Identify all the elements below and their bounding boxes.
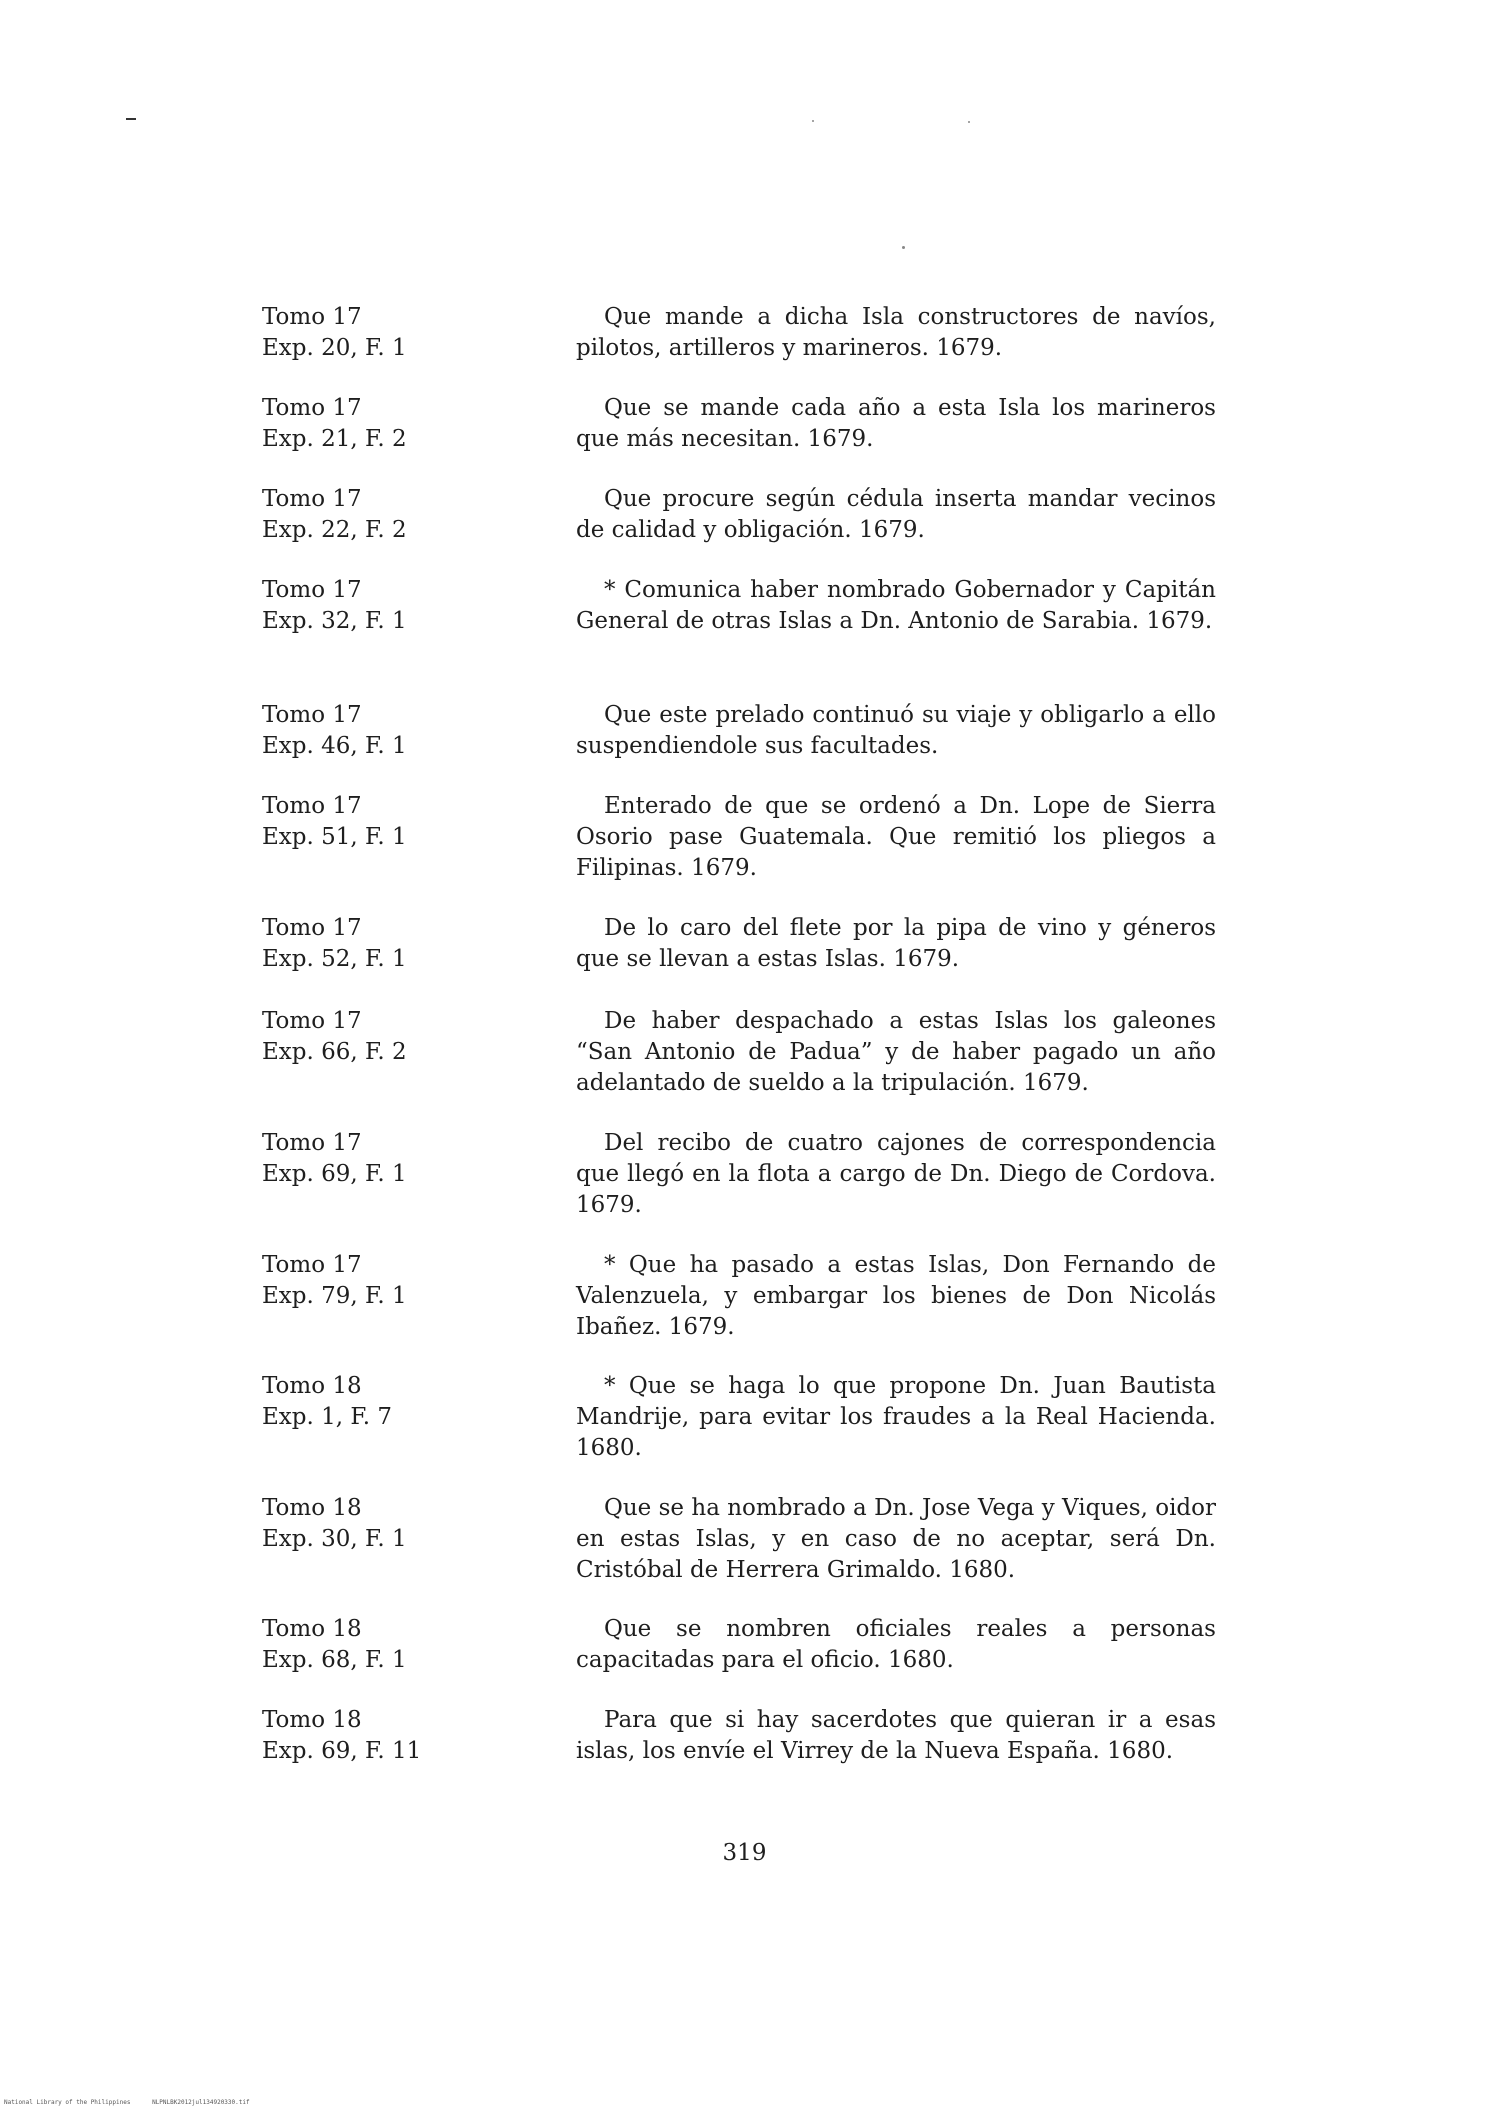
entry-reference [262, 302, 482, 364]
entry-reference [262, 1614, 482, 1676]
entry-reference [262, 1493, 482, 1555]
entry-volume: Tomo 17 [262, 395, 362, 421]
entry-description: Que se ha nombrado a Dn. Jose Vega y Viques, oidor en estas Islas, y en caso de no aceptar, será Dn. Cristóbal de Herrera Grimaldo. 1680. [576, 1495, 1216, 1583]
entry-volume: Tomo 17 [262, 486, 362, 512]
entry-reference [262, 1128, 482, 1190]
entry-volume: Tomo 17 [262, 304, 362, 330]
entry-description: Que se nombren oficiales reales a personas capacitadas para el oficio. 1680. [576, 1616, 1216, 1673]
entry-description: De lo caro del flete por la pipa de vino y géneros que se llevan a estas Islas. 1679. [576, 915, 1216, 972]
entry-reference [262, 1250, 482, 1312]
entry-description: * Que ha pasado a estas Islas, Don Fernando de Valenzuela, y embargar los bienes de Don Nicolás Ibañez. 1679. [576, 1252, 1216, 1340]
entry-expediente: Exp. 51, F. 1 [262, 824, 407, 850]
entry-expediente: Exp. 21, F. 2 [262, 426, 407, 452]
entry-description: Que este prelado continuó su viaje y obligarlo a ello suspendiendole sus facultades. [576, 702, 1216, 759]
entry-expediente: Exp. 46, F. 1 [262, 733, 407, 759]
entry-volume: Tomo 17 [262, 915, 362, 941]
entry-expediente: Exp. 30, F. 1 [262, 1526, 407, 1552]
entry-expediente: Exp. 20, F. 1 [262, 335, 407, 361]
entry-description: Para que si hay sacerdotes que quieran ir a esas islas, los envíe el Virrey de la Nueva España. 1680. [576, 1707, 1216, 1764]
entry-volume: Tomo 18 [262, 1616, 362, 1642]
page-number: 319 [722, 1840, 767, 1866]
entry-expediente: Exp. 1, F. 7 [262, 1404, 392, 1430]
entry-description: De haber despachado a estas Islas los galeones “San Antonio de Padua” y de haber pagado un año adelantado de sueldo a la tripulación. 1679. [576, 1008, 1216, 1096]
entry-volume: Tomo 17 [262, 577, 362, 603]
entry-expediente: Exp. 69, F. 1 [262, 1161, 407, 1187]
entry-volume: Tomo 17 [262, 1252, 362, 1278]
entry-description: Del recibo de cuatro cajones de correspondencia que llegó en la flota a cargo de Dn. Diego de Cordova. 1679. [576, 1130, 1216, 1218]
scan-speck [968, 121, 970, 123]
scan-speck [902, 246, 905, 249]
entry-description: * Comunica haber nombrado Gobernador y Capitán General de otras Islas a Dn. Antonio de Sarabia. 1679. [576, 577, 1216, 634]
entry-description: Enterado de que se ordenó a Dn. Lope de Sierra Osorio pase Guatemala. Que remitió los pliegos a Filipinas. 1679. [576, 793, 1216, 881]
entry-expediente: Exp. 66, F. 2 [262, 1039, 407, 1065]
entry-expediente: Exp. 79, F. 1 [262, 1283, 407, 1309]
entry-reference [262, 791, 482, 853]
entry-volume: Tomo 17 [262, 1130, 362, 1156]
entry-reference [262, 575, 482, 637]
entry-expediente: Exp. 22, F. 2 [262, 517, 407, 543]
entry-volume: Tomo 17 [262, 793, 362, 819]
entry-volume: Tomo 17 [262, 1008, 362, 1034]
entry-reference [262, 700, 482, 762]
scan-speck [812, 120, 814, 122]
entry-reference [262, 1006, 482, 1068]
entry-expediente: Exp. 52, F. 1 [262, 946, 407, 972]
entry-description: Que se mande cada año a esta Isla los marineros que más necesitan. 1679. [576, 395, 1216, 452]
entry-volume: Tomo 17 [262, 702, 362, 728]
entry-reference [262, 1705, 482, 1767]
entry-volume: Tomo 18 [262, 1373, 362, 1399]
scan-footer [4, 2099, 268, 2106]
entry-description: Que procure según cédula inserta mandar vecinos de calidad y obligación. 1679. [576, 486, 1216, 543]
entry-expediente: Exp. 32, F. 1 [262, 608, 407, 634]
entry-expediente: Exp. 69, F. 11 [262, 1738, 422, 1764]
entry-expediente: Exp. 68, F. 1 [262, 1647, 407, 1673]
entry-description: * Que se haga lo que propone Dn. Juan Bautista Mandrije, para evitar los fraudes a la Real Hacienda. 1680. [576, 1373, 1216, 1461]
entry-reference [262, 913, 482, 975]
scan-speck [126, 118, 136, 120]
footer-file-id: NLPNLBK2012jul134920330.tif [152, 2099, 250, 2106]
entry-description: Que mande a dicha Isla constructores de navíos, pilotos, artilleros y marineros. 1679. [576, 304, 1216, 361]
entry-reference [262, 1371, 482, 1433]
entry-reference [262, 484, 482, 546]
entry-volume: Tomo 18 [262, 1495, 362, 1521]
entry-volume: Tomo 18 [262, 1707, 362, 1733]
entry-reference [262, 393, 482, 455]
footer-library: National Library of the Philippines [4, 2099, 131, 2106]
